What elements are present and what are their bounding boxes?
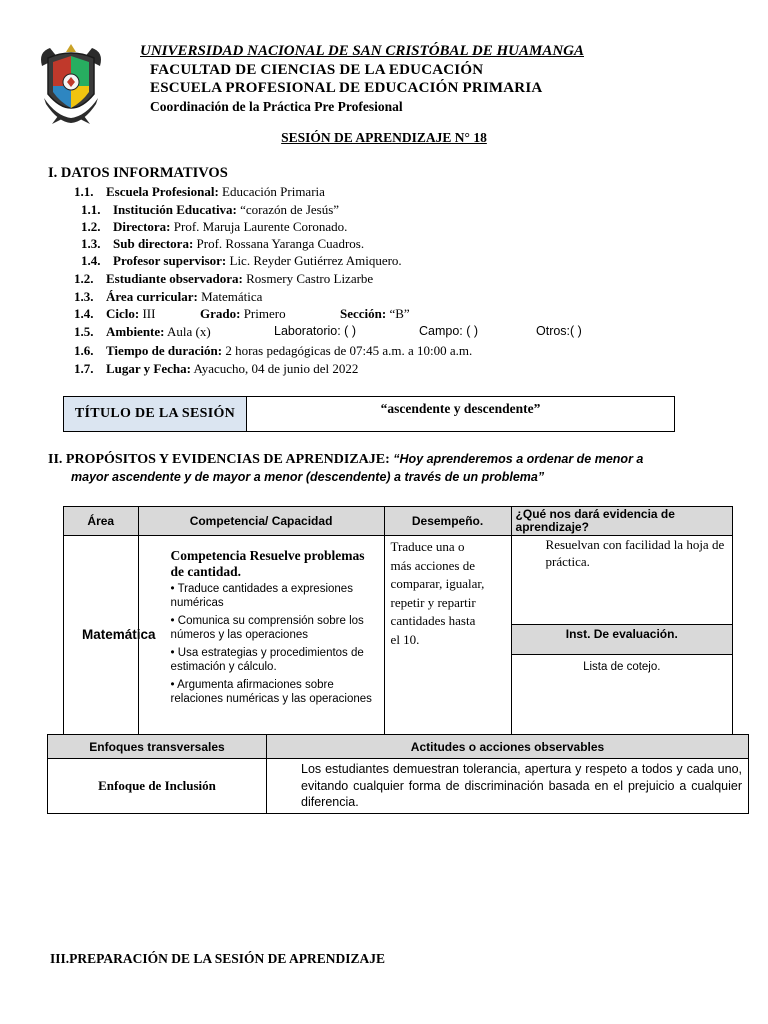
enfoque-description: Los estudiantes demuestran tolerancia, apertura y respeto a todos y cada uno, evitando cualquier forma de discriminación basada en el prejuicio a cualquier diferencia. [267, 759, 749, 814]
actitudes-header: Actitudes o acciones observables [267, 735, 749, 759]
instrumento-header: Inst. De evaluación. [512, 625, 732, 655]
coordination-name: Coordinación de la Práctica Pre Profesional [150, 99, 403, 114]
header-area: Área [64, 507, 139, 536]
competencies-table [63, 506, 733, 735]
session-title: SESIÓN DE APRENDIZAJE N° 18 [281, 130, 487, 145]
capacidad-item: • Traduce cantidades a expresiones numéricas [170, 583, 353, 609]
info-row: 1.1. Institución Educativa: “corazón de Jesús” [81, 202, 340, 217]
info-row-ambiente: 1.5. Ambiente: Aula (x) [74, 324, 211, 339]
enfoque-name: Enfoque de Inclusión [48, 759, 267, 814]
instrumento-value: Lista de cotejo. [583, 661, 661, 673]
section-1-title: I. DATOS INFORMATIVOS [48, 165, 228, 181]
capacidad-item: • Argumenta afirmaciones sobre relaciones numéricas y las operaciones [170, 679, 372, 705]
info-row: 1.3. Sub directora: Prof. Rossana Yaranga Cuadros. [81, 236, 365, 251]
info-row-tiempo: 1.6. Tiempo de duración: 2 horas pedagógicas de 07:45 a.m. a 10:00 a.m. [74, 343, 473, 358]
capacidad-item: • Usa estrategias y procedimientos de estimación y cálculo. [170, 647, 364, 673]
info-row: 1.2. Directora: Prof. Maruja Laurente Coronado. [81, 219, 348, 234]
info-row: 1.3. Área curricular: Matemática [74, 289, 263, 304]
section-2-title: II. PROPÓSITOS Y EVIDENCIAS DE APRENDIZAJE: “Hoy aprenderemos a ordenar de menor a [48, 452, 644, 467]
ambiente-campo: Campo: ( ) [419, 324, 479, 338]
info-row: 1.4. Profesor supervisor: Lic. Reyder Gutiérrez Amiquero. [81, 253, 402, 268]
info-row-ciclo: 1.4. Ciclo: III [74, 306, 156, 321]
info-grado: Grado: Primero [200, 306, 286, 321]
faculty-name: FACULTAD DE CIENCIAS DE LA EDUCACIÓN [150, 62, 484, 78]
evidencia-cell [511, 536, 732, 735]
competencia-title: Competencia Resuelve problemas de cantidad. [170, 548, 365, 579]
header-competencia: Competencia/ Capacidad [138, 507, 384, 536]
section-3-title: III.PREPARACIÓN DE LA SESIÓN DE APRENDIZAJE [50, 951, 386, 966]
session-title-box [63, 396, 675, 432]
info-row-lugar: 1.7. Lugar y Fecha: Ayacucho, 04 de junio del 2022 [74, 361, 359, 376]
desempeno-cell [384, 536, 511, 735]
area-value: Matemática [82, 627, 156, 642]
info-row: 1.1. Escuela Profesional: Educación Primaria [74, 184, 325, 199]
competencia-cell [138, 536, 384, 735]
ambiente-laboratorio: Laboratorio: ( ) [274, 324, 356, 338]
area-cell [64, 536, 156, 735]
school-name: ESCUELA PROFESIONAL DE EDUCACIÓN PRIMARIA [150, 80, 543, 96]
session-title-label: TÍTULO DE LA SESIÓN [64, 397, 247, 432]
session-title-value: “ascendente y descendente” [247, 397, 675, 432]
enfoques-header: Enfoques transversales [48, 735, 267, 759]
university-name: UNIVERSIDAD NACIONAL DE SAN CRISTÓBAL DE HUAMANGA [140, 43, 584, 59]
info-row: 1.2. Estudiante observadora: Rosmery Castro Lizarbe [74, 271, 374, 286]
header-evidencia: ¿Qué nos dará evidencia de aprendizaje? [511, 507, 732, 536]
ambiente-otros: Otros:( ) [536, 324, 582, 338]
university-seal-logo [36, 42, 106, 124]
purpose-text-1: “Hoy aprenderemos a ordenar de menor a [393, 452, 644, 466]
transversal-approaches-table [47, 734, 749, 814]
evidencia-value: Resuelvan con facilidad la hoja de práctica. [512, 536, 732, 625]
capacidad-item: • Comunica su comprensión sobre los números y las operaciones [170, 615, 364, 641]
desempeno-value: Traduce una o más acciones de comparar, igualar, repetir y repartir cantidades hasta el 10. [390, 539, 485, 647]
info-seccion: Sección: “B” [340, 306, 410, 321]
header-desempeno: Desempeño. [384, 507, 511, 536]
purpose-text-2: mayor ascendente y de mayor a menor (descendente) a través de un problema” [71, 470, 545, 484]
